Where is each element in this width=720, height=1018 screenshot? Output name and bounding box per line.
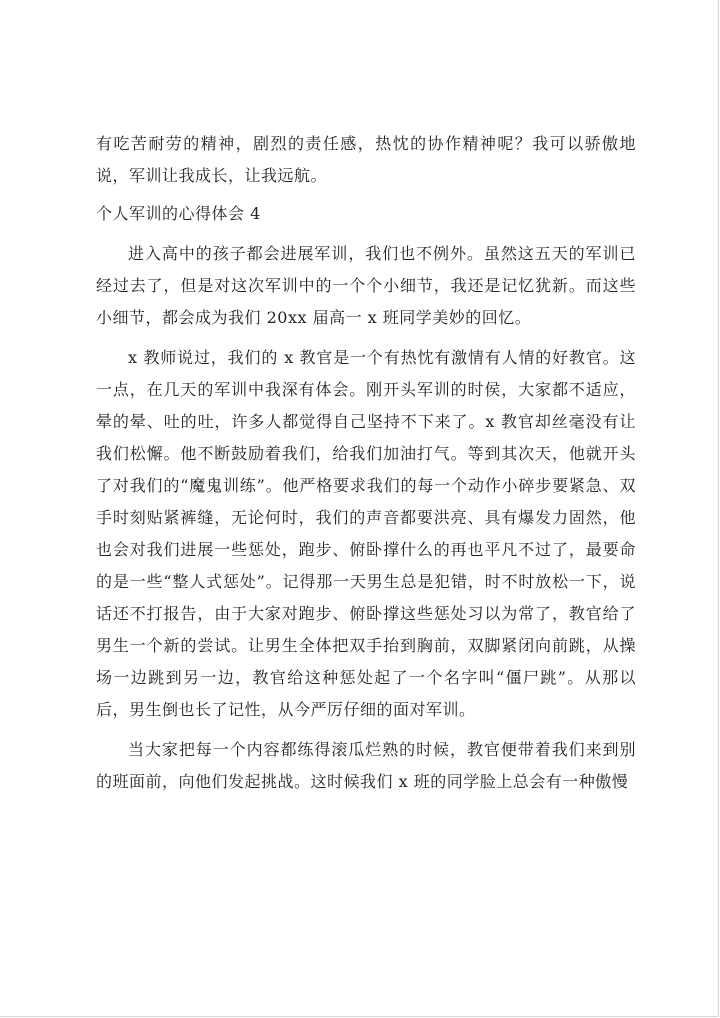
paragraph-gap [96, 334, 636, 342]
section-heading: 个人军训的心得体会 4 [96, 204, 261, 223]
paragraph-1: 进入高中的孩子都会进展军训，我们也不例外。虽然这五天的军训已经过去了，但是对这次军训中的一个个小细节，我还是记忆犹新。而这些小细节，都会成为我们 20xx 届高一 x 班同学美妙的回忆。 [96, 244, 636, 327]
paragraph-3: 当大家把每一个内容都练得滚瓜烂熟的时候，教官便带着我们来到别的班面前，向他们发起挑战。这时候我们 x 班的同学脸上总会有一种傲慢 [96, 740, 636, 791]
document-body [96, 128, 636, 798]
paragraph-2: x 教师说过，我们的 x 教官是一个有热忱有激情有人情的好教官。这一点，在几天的军训中我深有体会。刚开头军训的时侯，大家都不适应，晕的晕、吐的吐，许多人都觉得自己坚持不下来了。x 教官却丝毫没有让我们松懈。他不断鼓励着我们，给我们加油打气。等到其次天，他就开头了对我们的“魔鬼训练”。他严格要求我们的每一个动作小碎步要紧急、双手时刻贴紧裤缝，无论何时，我们的声音都要洪亮、具有爆发力固然，他也会对我们进展一些惩处，跑步、俯卧撑什么的再也平凡不过了，最要命的是一些“整人式惩处”。记得那一天男生总是犯错，时不时放松一下，说话还不打报告，由于大家对跑步、俯卧撑这些惩处习以为常了，教官给了男生一个新的尝试。让男生全体把双手抬到胸前，双脚紧闭向前跳，从操场一边跳到另一边，教官给这种惩处起了一个名字叫“僵尸跳”。从那以后，男生倒也长了记性，从今严厉仔细的面对军训。 [96, 348, 636, 719]
paragraph-gap [96, 726, 636, 734]
intro-paragraph: 有吃苦耐劳的精神，剧烈的责任感，热忱的协作精神呢？我可以骄傲地说，军训让我成长，让我远航。 [96, 134, 636, 185]
